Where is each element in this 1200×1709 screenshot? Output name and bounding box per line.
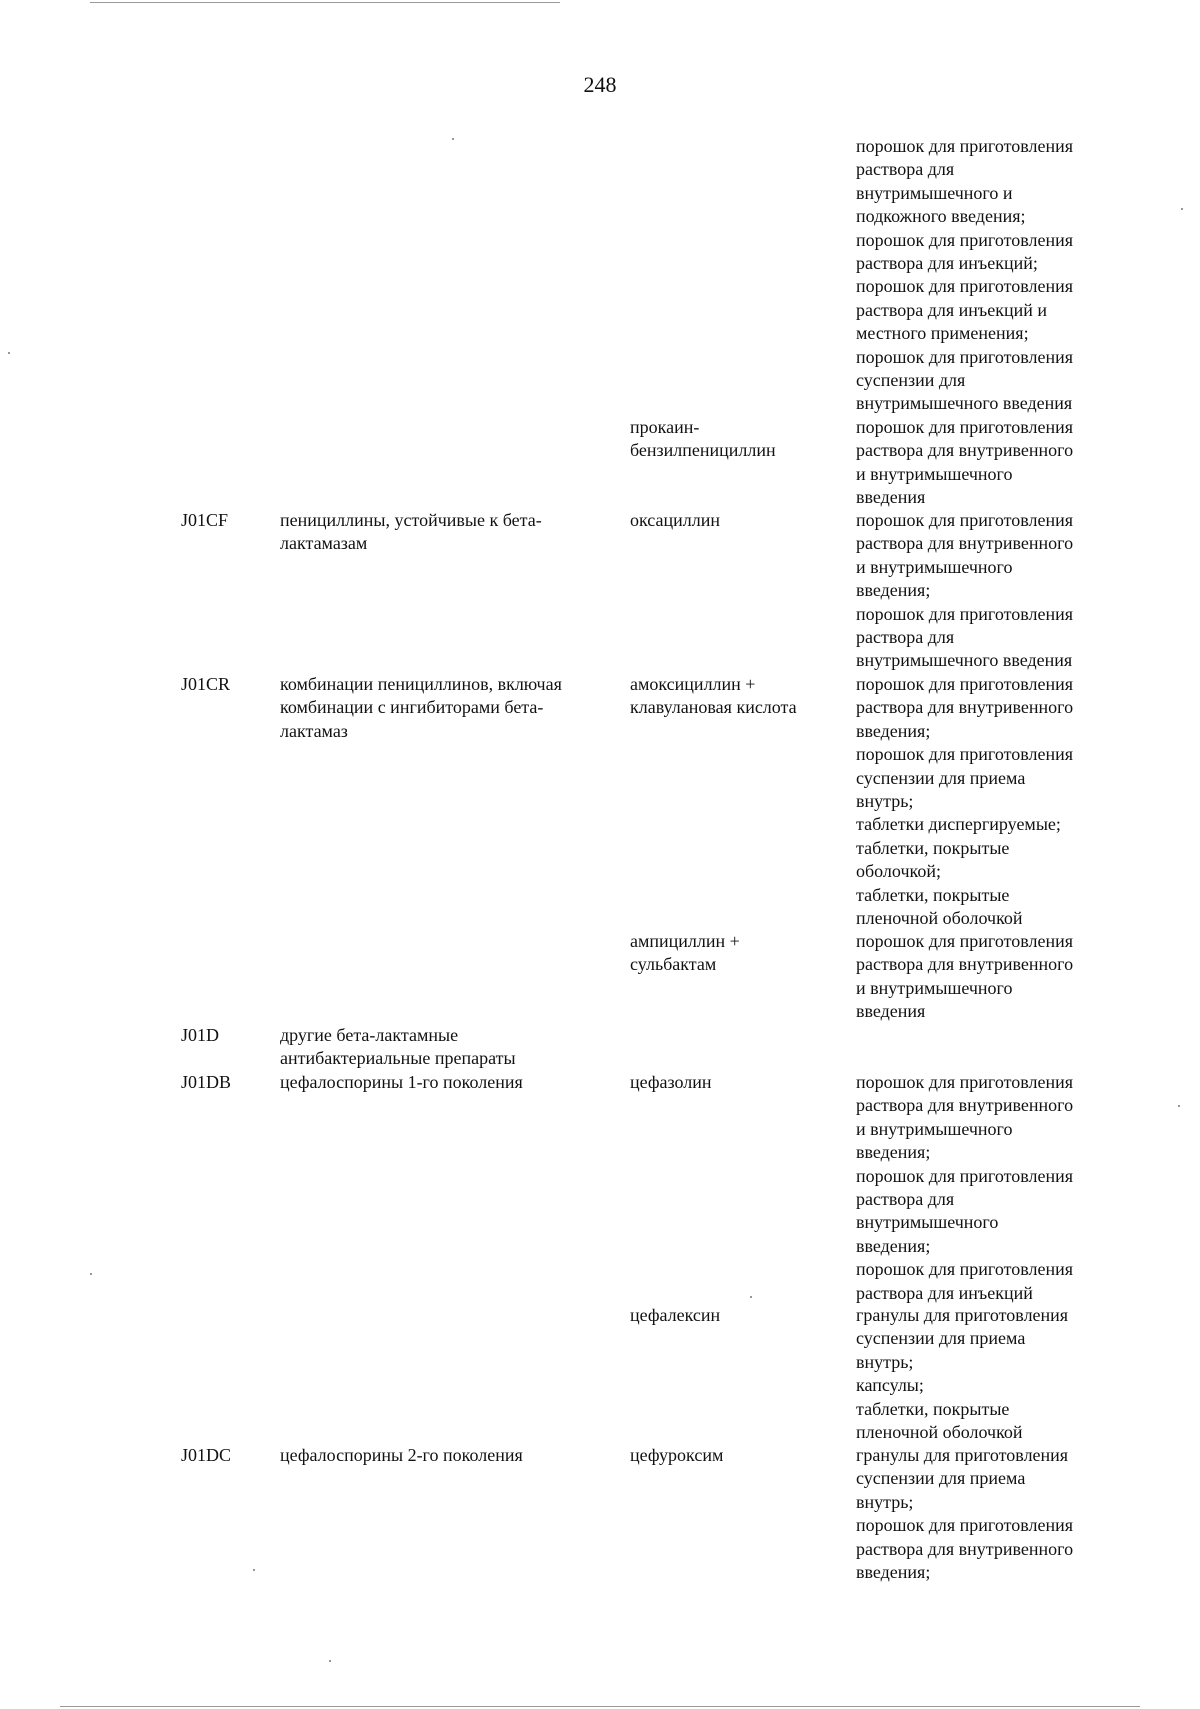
dosage-forms: порошок для приготовления раствора для внутривенного введения; порошок для приготовления суспензии для приема внутрь; таблетки диспергируемые; таблетки, покрытые оболочкой; таблетки, покрытые пленочной оболочкой bbox=[856, 674, 1074, 929]
atc-code: J01DC bbox=[181, 1445, 232, 1465]
scan-speck bbox=[90, 1273, 92, 1275]
dosage-forms: порошок для приготовления раствора для внутривенного и внутримышечного введения bbox=[856, 417, 1074, 508]
scan-speck bbox=[750, 1296, 752, 1298]
drug-name: прокаин- бензилпенициллин bbox=[630, 417, 776, 461]
scan-edge-bottom bbox=[60, 1706, 1140, 1707]
group-name: комбинации пенициллинов, включая комбинации с ингибиторами бета- лактамаз bbox=[280, 674, 562, 741]
group-name: цефалоспорины 1-го поколения bbox=[280, 1072, 523, 1092]
scan-speck bbox=[1178, 1105, 1180, 1107]
dosage-forms: порошок для приготовления раствора для внутривенного и внутримышечного введения bbox=[856, 931, 1074, 1022]
atc-code: J01DB bbox=[181, 1072, 232, 1092]
dosage-forms: порошок для приготовления раствора для внутривенного и внутримышечного введения; порошок для приготовления раствора для внутримышечного введения; порошок для приготовления раствора для инъекций bbox=[856, 1072, 1074, 1303]
scan-speck bbox=[1181, 208, 1183, 210]
scan-speck bbox=[8, 352, 10, 354]
atc-code: J01CF bbox=[181, 510, 229, 530]
scan-edge-top bbox=[90, 2, 560, 3]
dosage-forms: порошок для приготовления раствора для внутривенного и внутримышечного введения; порошок для приготовления раствора для внутримышечного введения bbox=[856, 510, 1074, 671]
scan-speck bbox=[329, 1660, 331, 1662]
drug-name: оксациллин bbox=[630, 510, 720, 530]
atc-code: J01CR bbox=[181, 674, 231, 694]
drug-name: цефуроксим bbox=[630, 1445, 724, 1465]
page-number: 248 bbox=[583, 72, 617, 97]
dosage-forms: гранулы для приготовления суспензии для приема внутрь; капсулы; таблетки, покрытые пленочной оболочкой bbox=[856, 1305, 1069, 1443]
drug-name: цефазолин bbox=[630, 1072, 712, 1092]
group-name: цефалоспорины 2-го поколения bbox=[280, 1445, 523, 1465]
drug-name: амоксициллин + клавулановая кислота bbox=[630, 674, 797, 718]
scan-speck bbox=[452, 138, 454, 140]
atc-code: J01D bbox=[181, 1025, 220, 1045]
dosage-forms: гранулы для приготовления суспензии для приема внутрь; порошок для приготовления раствора для внутривенного введения; bbox=[856, 1445, 1074, 1583]
dosage-forms: порошок для приготовления раствора для внутримышечного и подкожного введения; порошок для приготовления раствора для инъекций; порошок для приготовления раствора для инъекций и местного применения; порошок для приготовления суспензии для внутримышечного введения bbox=[856, 136, 1074, 414]
group-name: пенициллины, устойчивые к бета- лактамазам bbox=[280, 510, 542, 554]
drug-name: цефалексин bbox=[630, 1305, 721, 1325]
drug-name: ампициллин + сульбактам bbox=[630, 931, 740, 975]
scan-speck bbox=[253, 1569, 255, 1571]
group-name: другие бета-лактамные антибактериальные препараты bbox=[280, 1025, 516, 1069]
